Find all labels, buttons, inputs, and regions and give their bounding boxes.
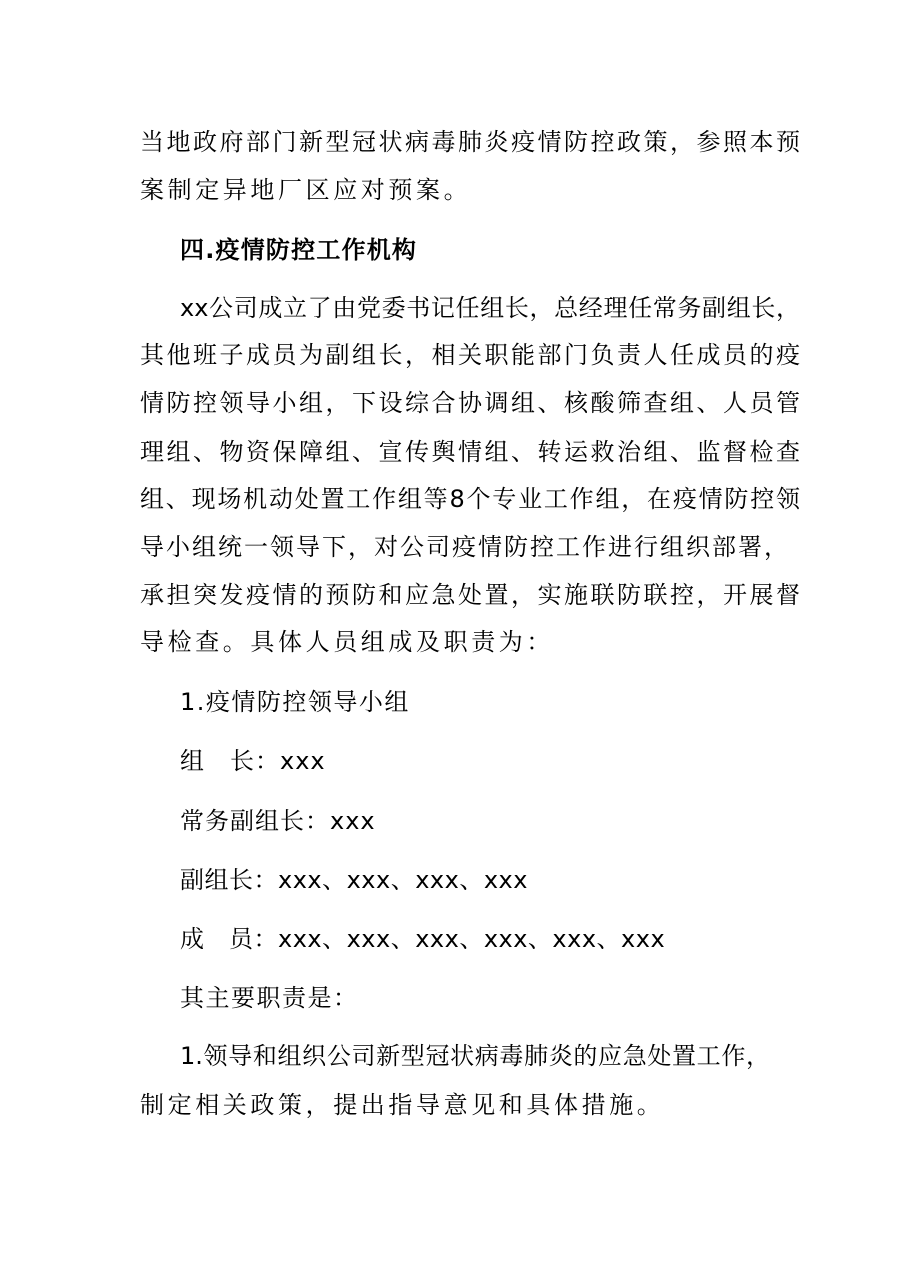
member-leader: 组 长：xxx xyxy=(180,747,326,775)
paragraph-line: 组、现场机动处置工作组等8个专业工作组，在疫情防控领 xyxy=(140,485,800,513)
paragraph-line: 案制定异地厂区应对预案。 xyxy=(140,176,472,204)
paragraph-line: 情防控领导小组，下设综合协调组、核酸筛查组、人员管 xyxy=(140,389,800,417)
paragraph-line: 导检查。具体人员组成及职责为： xyxy=(140,628,554,656)
paragraph-line: 其他班子成员为副组长，相关职能部门负责人任成员的疫 xyxy=(140,341,800,369)
section-heading: 四.疫情防控工作机构 xyxy=(180,236,418,264)
paragraph-line: 1.领导和组织公司新型冠状病毒肺炎的应急处置工作， xyxy=(180,1042,770,1070)
member-deputies: 副组长：xxx、xxx、xxx、xxx xyxy=(180,866,528,894)
member-executive-deputy: 常务副组长：xxx xyxy=(180,807,376,835)
paragraph-line: xx公司成立了由党委书记任组长，总经理任常务副组长， xyxy=(180,294,800,322)
paragraph-line: 当地政府部门新型冠状病毒肺炎疫情防控政策，参照本预 xyxy=(140,128,800,156)
member-members: 成 员：xxx、xxx、xxx、xxx、xxx、xxx xyxy=(180,925,666,953)
paragraph-line: 导小组统一领导下，对公司疫情防控工作进行组织部署， xyxy=(140,533,788,561)
subsection-title: 1.疫情防控领导小组 xyxy=(180,688,410,716)
duties-label: 其主要职责是： xyxy=(180,984,359,1012)
paragraph-line: 理组、物资保障组、宣传舆情组、转运救治组、监督检查 xyxy=(140,438,800,466)
paragraph-line: 制定相关政策，提出指导意见和具体措施。 xyxy=(140,1091,665,1119)
paragraph-line: 承担突发疫情的预防和应急处置，实施联防联控，开展督 xyxy=(140,581,800,609)
